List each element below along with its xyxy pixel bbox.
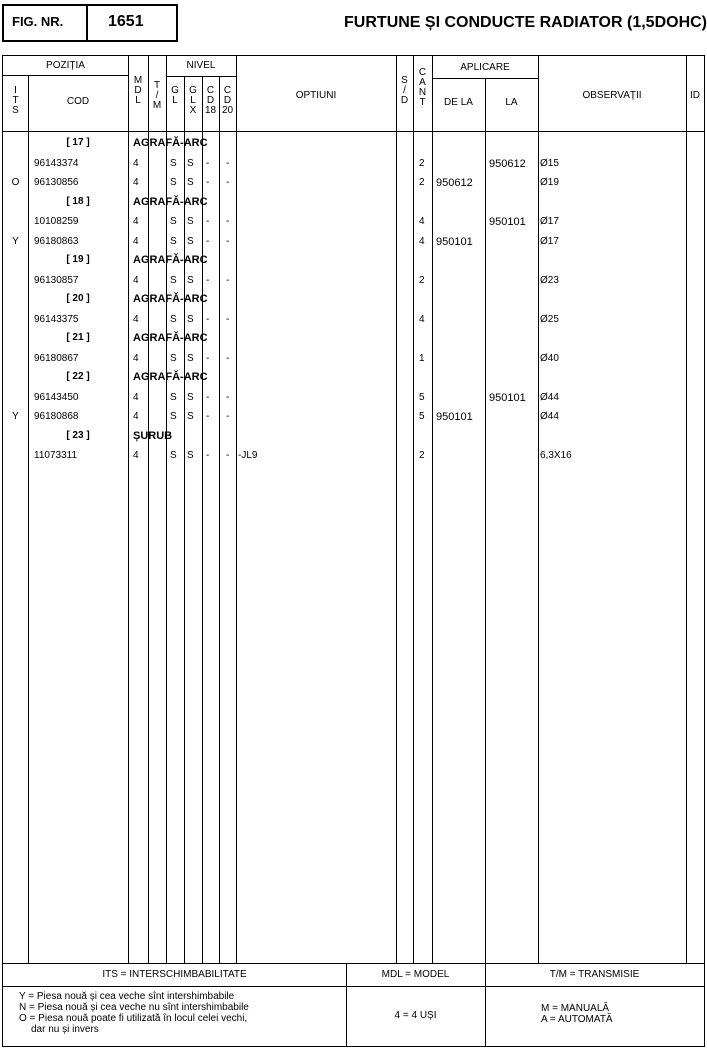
cell-gl: S xyxy=(170,411,177,422)
group-row xyxy=(0,329,707,348)
group-row xyxy=(0,251,707,270)
group-name: AGRAFĂ-ARC xyxy=(133,195,208,208)
cell-cant: 2 xyxy=(419,157,425,169)
cell-opt: -JL9 xyxy=(238,450,258,461)
position-number: [ 17 ] xyxy=(66,137,90,148)
cell-cd20: - xyxy=(226,274,230,286)
cell-cod: 11073311 xyxy=(34,450,78,461)
cell-gl: S xyxy=(170,391,177,403)
cell-glx: S xyxy=(187,235,194,247)
cell-cd20: - xyxy=(226,450,230,461)
cell-glx: S xyxy=(187,216,194,227)
footer-its-title: ITS = INTERSCHIMBABILITATE xyxy=(102,969,247,980)
position-number: [ 21 ] xyxy=(66,332,90,343)
cell-cd18: - xyxy=(206,411,210,422)
cell-la: 950101 xyxy=(489,216,526,228)
group-name: AGRAFĂ-ARC xyxy=(133,293,208,305)
table-row xyxy=(0,232,707,251)
footer-mdl-title: MDL = MODEL xyxy=(381,969,450,980)
cell-cd20: - xyxy=(226,235,230,247)
col-cod: COD xyxy=(66,96,90,107)
group-row xyxy=(0,290,707,309)
cell-obs: Ø44 xyxy=(540,391,559,403)
cell-cant: 5 xyxy=(419,411,425,422)
cell-glx: S xyxy=(187,177,194,188)
cell-obs: 6,3X16 xyxy=(540,450,572,461)
col-id: ID xyxy=(690,90,700,101)
cell-gl: S xyxy=(170,177,177,188)
cell-mdl: 4 xyxy=(133,157,139,169)
col-aplicare: APLICARE xyxy=(460,62,510,73)
position-number: [ 23 ] xyxy=(66,429,90,441)
cell-cd18: - xyxy=(206,216,210,227)
group-name: AGRAFĂ-ARC xyxy=(133,254,208,266)
page-title: FURTUNE ȘI CONDUCTE RADIATOR (1,5DOHC) xyxy=(344,14,707,31)
cell-mdl: 4 xyxy=(133,177,139,188)
group-row xyxy=(0,193,707,212)
cell-mdl: 4 xyxy=(133,313,139,325)
cell-cd20: - xyxy=(226,216,230,227)
position-number: [ 22 ] xyxy=(66,371,90,382)
cell-gl: S xyxy=(170,352,177,364)
cell-cd18: - xyxy=(206,391,210,403)
cell-cd18: - xyxy=(206,450,210,461)
cell-its: O xyxy=(11,177,20,188)
cell-glx: S xyxy=(187,450,194,461)
cell-cd18: - xyxy=(206,274,210,286)
cell-dela: 950101 xyxy=(436,411,473,423)
position-number: [ 18 ] xyxy=(66,195,90,207)
cell-glx: S xyxy=(187,411,194,422)
cell-cant: 1 xyxy=(419,352,425,364)
cell-cod: 96130857 xyxy=(34,274,79,286)
cell-cant: 2 xyxy=(419,177,425,188)
group-row xyxy=(0,134,707,153)
cell-glx: S xyxy=(187,313,194,325)
cell-cod: 96143374 xyxy=(34,157,79,169)
col-sd: S / D xyxy=(400,75,409,106)
cell-cod: 10108259 xyxy=(34,216,79,227)
cell-obs: Ø25 xyxy=(540,313,559,325)
cell-la: 950101 xyxy=(489,391,526,404)
col-cd18: C D 18 xyxy=(204,85,217,116)
table-row xyxy=(0,271,707,290)
col-dela: DE LA xyxy=(444,97,473,108)
cell-cd18: - xyxy=(206,235,210,247)
col-its: I T S xyxy=(12,85,19,116)
position-number: [ 20 ] xyxy=(66,293,90,304)
cell-gl: S xyxy=(170,450,177,461)
footer-its-legend: Y = Piesa nouă și cea veche sînt intershimbabile N = Piesa nouă și cea veche nu sînt intershimbabile O = Piesa nouă poate fi utilizată în locul celei vechi, dar nu și invers xyxy=(19,991,249,1035)
group-name: ȘURUB xyxy=(133,429,173,442)
cell-glx: S xyxy=(187,391,194,403)
cell-mdl: 4 xyxy=(133,450,139,461)
cell-cod: 96180868 xyxy=(34,411,79,422)
col-cant: C A N T xyxy=(418,67,427,108)
cell-obs: Ø17 xyxy=(540,216,559,227)
table-row xyxy=(0,310,707,329)
cell-cant: 2 xyxy=(419,450,425,461)
cell-mdl: 4 xyxy=(133,274,139,286)
cell-gl: S xyxy=(170,235,177,247)
table-row xyxy=(0,407,707,426)
cell-cd20: - xyxy=(226,391,230,403)
footer-tm-legend: M = MANUALĂ A = AUTOMATĂ xyxy=(541,1003,613,1025)
cell-cd20: - xyxy=(226,157,230,169)
cell-mdl: 4 xyxy=(133,235,139,247)
col-cd20: C D 20 xyxy=(221,85,234,116)
cell-mdl: 4 xyxy=(133,352,139,364)
cell-cd20: - xyxy=(226,313,230,325)
col-nivel: NIVEL xyxy=(186,60,216,71)
cell-obs: Ø44 xyxy=(540,411,559,422)
cell-gl: S xyxy=(170,157,177,169)
cell-obs: Ø15 xyxy=(540,157,559,169)
cell-mdl: 4 xyxy=(133,411,139,422)
cell-glx: S xyxy=(187,352,194,364)
cell-cant: 5 xyxy=(419,391,425,403)
cell-cd18: - xyxy=(206,352,210,364)
cell-gl: S xyxy=(170,274,177,286)
cell-cd18: - xyxy=(206,157,210,169)
cell-obs: Ø19 xyxy=(540,177,559,188)
cell-cd20: - xyxy=(226,177,230,188)
cell-dela: 950101 xyxy=(436,235,473,248)
table-row xyxy=(0,173,707,192)
cell-obs: Ø17 xyxy=(540,235,559,247)
cell-cd20: - xyxy=(226,352,230,364)
cell-obs: Ø23 xyxy=(540,274,559,286)
cell-cd18: - xyxy=(206,313,210,325)
cell-la: 950612 xyxy=(489,157,526,170)
cell-cod: 96130856 xyxy=(34,177,79,188)
cell-cd20: - xyxy=(226,411,230,422)
table-row xyxy=(0,446,707,465)
group-name: AGRAFĂ-ARC xyxy=(133,332,208,344)
cell-cant: 4 xyxy=(419,216,425,227)
footer-tm-title: T/M = TRANSMISIE xyxy=(549,969,640,980)
group-name: AGRAFĂ-ARC xyxy=(133,371,208,383)
cell-cod: 96143375 xyxy=(34,313,79,325)
table-row xyxy=(0,212,707,231)
position-number: [ 19 ] xyxy=(66,254,90,265)
cell-its: Y xyxy=(12,235,19,247)
cell-glx: S xyxy=(187,274,194,286)
cell-cant: 4 xyxy=(419,235,425,247)
cell-mdl: 4 xyxy=(133,391,139,403)
group-row xyxy=(0,368,707,387)
cell-dela: 950612 xyxy=(436,177,473,189)
col-glx: G L X xyxy=(189,85,197,116)
fig-label: FIG. NR. xyxy=(12,14,64,29)
cell-cant: 2 xyxy=(419,274,425,286)
col-optiuni: OPTIUNI xyxy=(295,90,337,101)
group-name: AGRAFĂ-ARC xyxy=(133,137,208,149)
col-la: LA xyxy=(505,97,518,108)
fig-number: 1651 xyxy=(108,13,144,30)
col-tm: T / M xyxy=(152,80,162,111)
cell-gl: S xyxy=(170,313,177,325)
cell-its: Y xyxy=(12,411,19,422)
cell-cant: 4 xyxy=(419,313,425,325)
table-row xyxy=(0,349,707,368)
table-row xyxy=(0,154,707,173)
col-gl: G L xyxy=(171,85,179,106)
cell-cod: 96180867 xyxy=(34,352,79,364)
cell-gl: S xyxy=(170,216,177,227)
cell-mdl: 4 xyxy=(133,216,139,227)
cell-cd18: - xyxy=(206,177,210,188)
group-row xyxy=(0,427,707,446)
table-row xyxy=(0,388,707,407)
footer-mdl-value: 4 = 4 UȘI xyxy=(394,1010,437,1021)
cell-glx: S xyxy=(187,157,194,169)
col-mdl: M D L xyxy=(133,75,143,106)
cell-obs: Ø40 xyxy=(540,352,559,364)
col-observatii: OBSERVAȚII xyxy=(582,90,642,101)
cell-cod: 96180863 xyxy=(34,235,79,247)
col-pozitia: POZIȚIA xyxy=(46,60,85,71)
cell-cod: 96143450 xyxy=(34,391,79,403)
